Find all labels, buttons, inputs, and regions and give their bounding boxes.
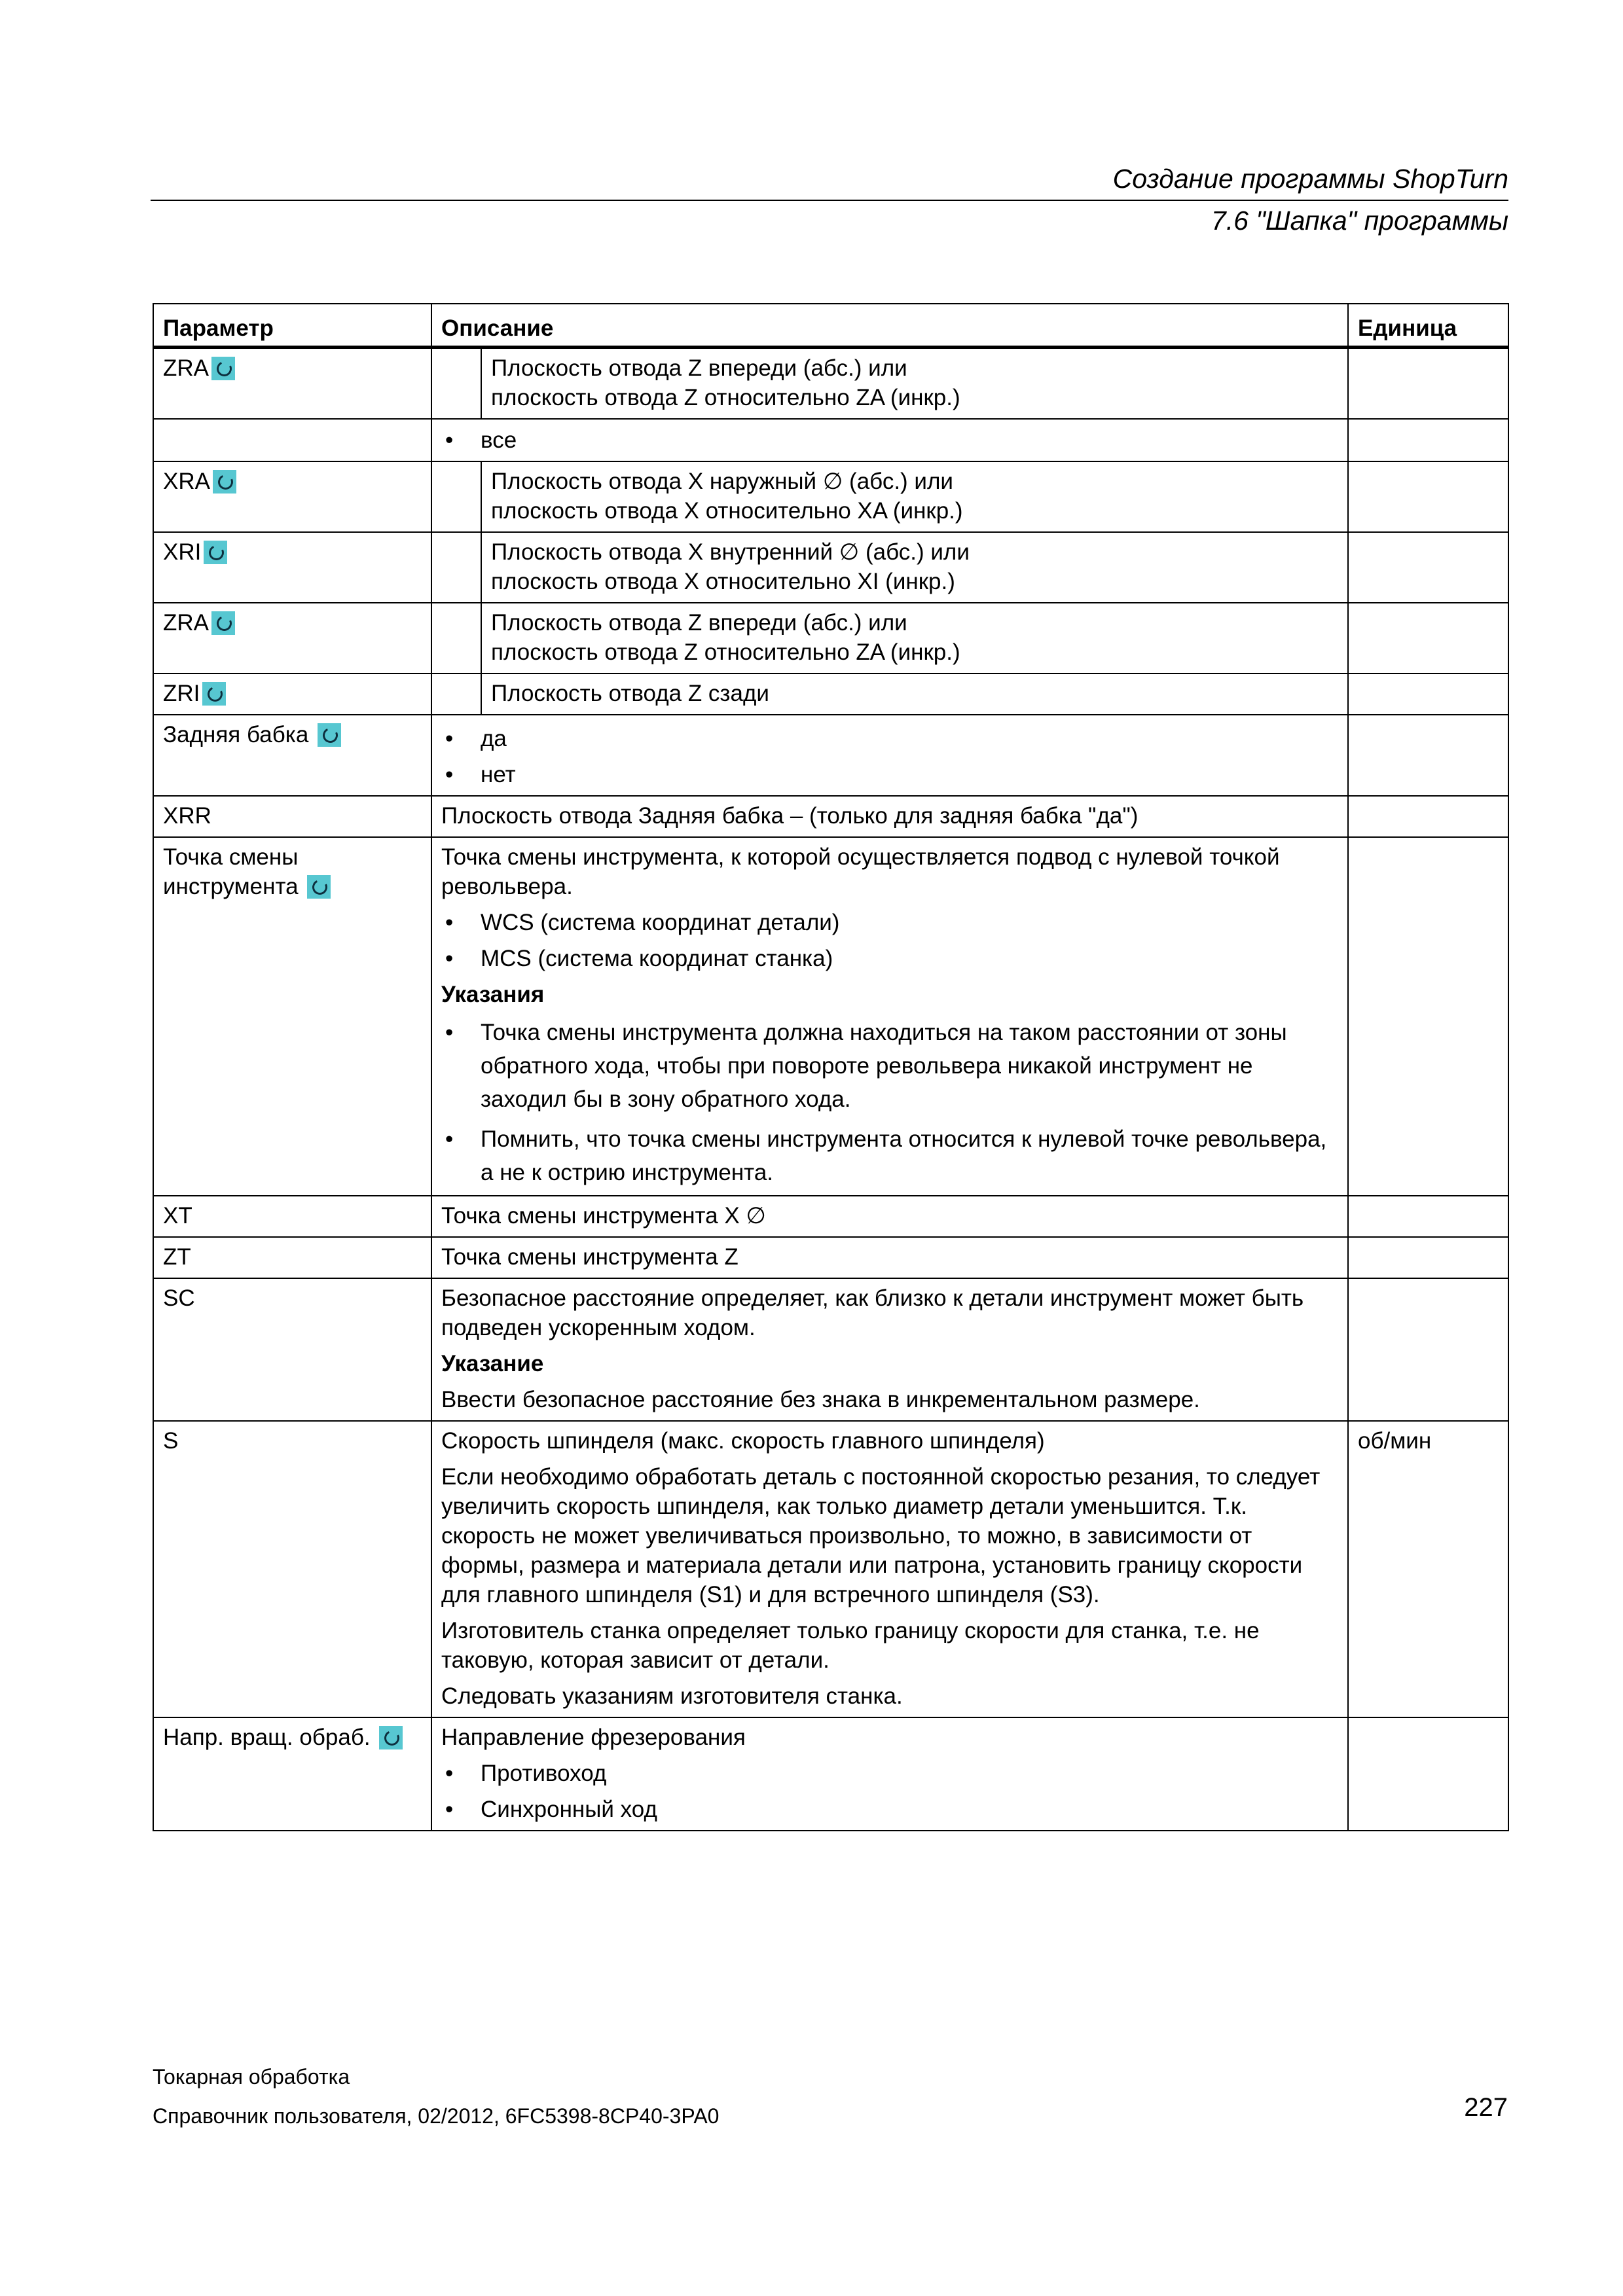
note-text: Ввести безопасное расстояние без знака в инкрементальном размере. — [441, 1387, 1200, 1412]
description-text: Плоскость отвода Z сзади — [491, 681, 769, 706]
toggle-icon[interactable] — [211, 357, 235, 380]
description-cell — [431, 837, 1348, 1196]
param-cell: SC — [153, 1278, 431, 1421]
bullet-item: • нет — [441, 760, 1338, 789]
description-line: Плоскость отвода X внутренний ∅ (абс.) или — [491, 539, 970, 565]
footer-book-title: Токарная обработка — [153, 2065, 350, 2089]
description-line: плоскость отвода X относительно XA (инкр.) — [491, 498, 963, 524]
description-line: Плоскость отвода Z впереди (абс.) или — [491, 355, 907, 381]
table-row — [153, 532, 1508, 603]
param-cell — [153, 837, 431, 1196]
description-cell — [431, 532, 1348, 603]
table-header-row — [153, 304, 1508, 348]
description-line: Плоскость отвода Z впереди (абс.) или — [491, 610, 907, 636]
table-row — [153, 673, 1508, 715]
description-cell — [431, 1421, 1348, 1717]
param-name: инструмента — [163, 874, 299, 899]
param-name: XRA — [163, 469, 210, 494]
table-row — [153, 1421, 1508, 1717]
description-text: Следовать указаниям изготовителя станка. — [441, 1683, 903, 1709]
page-number: 227 — [1464, 2093, 1508, 2122]
param-cell — [153, 461, 431, 532]
indent-cell — [432, 674, 482, 714]
toggle-icon[interactable] — [204, 541, 227, 564]
bullet-item: • Синхронный ход — [441, 1795, 1338, 1824]
description-cell — [431, 1717, 1348, 1831]
bullet-item: • все — [441, 425, 1338, 455]
indent-cell — [432, 603, 482, 673]
toggle-icon[interactable] — [202, 682, 226, 706]
param-cell — [153, 1717, 431, 1831]
table-row — [153, 1196, 1508, 1237]
header-rule — [151, 200, 1508, 201]
toggle-icon[interactable] — [307, 875, 331, 899]
toggle-icon[interactable] — [379, 1726, 403, 1749]
param-cell — [153, 532, 431, 603]
description-cell: Плоскость отвода Задняя бабка – (только для задняя бабка "да") — [431, 796, 1348, 837]
unit-cell — [1348, 461, 1508, 532]
table-row — [153, 796, 1508, 837]
column-header-description: Описание — [431, 304, 1348, 348]
param-name: Напр. вращ. обраб. — [163, 1725, 371, 1750]
indent-cell — [432, 349, 482, 418]
unit-cell — [1348, 603, 1508, 673]
section-title: 7.6 "Шапка" программы — [1211, 206, 1508, 236]
param-cell — [153, 673, 431, 715]
description-cell: Точка смены инструмента X ∅ — [431, 1196, 1348, 1237]
description-text: Скорость шпинделя (макс. скорость главного шпинделя) — [441, 1428, 1045, 1454]
parameter-table — [153, 303, 1509, 1831]
param-cell — [153, 603, 431, 673]
toggle-icon[interactable] — [211, 611, 235, 635]
note-heading: Указание — [441, 1351, 544, 1376]
description-cell — [431, 1278, 1348, 1421]
unit-cell: об/мин — [1348, 1421, 1508, 1717]
param-name: Задняя бабка — [163, 722, 309, 747]
param-name: XRI — [163, 539, 202, 565]
unit-cell — [1348, 673, 1508, 715]
unit-cell — [1348, 1278, 1508, 1421]
bullet-item: • да — [441, 724, 1338, 753]
description-text: Если необходимо обработать деталь с постоянной скоростью резания, то следует увеличить скорость шпинделя, как только диаметр детали уменьшится. Т.к. скорость не может увеличиваться произвольно, то можно, в зависимости от формы, размера и материала детали или патрона, установить границу скорости для главного шпинделя (S1) и для встречного шпинделя (S3). — [441, 1464, 1321, 1607]
unit-cell — [1348, 532, 1508, 603]
note-item: • Точка смены инструмента должна находиться на таком расстоянии от зоны обратного хода, чтобы при повороте револьвера никакой инструмент не заходил бы в зону обратного хода. — [441, 1016, 1338, 1116]
param-name: Точка смены — [163, 844, 299, 870]
table-row — [153, 461, 1508, 532]
description-text: Изготовитель станка определяет только границу скорости для станка, т.е. не таковую, которая зависит от детали. — [441, 1618, 1260, 1673]
table-row — [153, 837, 1508, 1196]
table-row — [153, 348, 1508, 420]
description-cell: Точка смены инструмента Z — [431, 1237, 1348, 1278]
description-cell — [431, 673, 1348, 715]
bullet-item: • MCS (система координат станка) — [441, 944, 1338, 973]
description-line: плоскость отвода Z относительно ZA (инкр.) — [491, 639, 960, 665]
param-cell — [153, 348, 431, 420]
table-row — [153, 715, 1508, 796]
param-cell: S — [153, 1421, 431, 1717]
table-row — [153, 1278, 1508, 1421]
param-cell: XT — [153, 1196, 431, 1237]
bullet-item: • Противоход — [441, 1759, 1338, 1788]
description-text: Безопасное расстояние определяет, как близко к детали инструмент может быть подведен ускоренным ходом. — [441, 1285, 1304, 1340]
table-row — [153, 603, 1508, 673]
description-cell — [431, 461, 1348, 532]
description-cell — [431, 603, 1348, 673]
description-text: Направление фрезерования — [441, 1725, 746, 1750]
description-cell — [431, 348, 1348, 420]
indent-cell — [432, 462, 482, 531]
description-line: Плоскость отвода X наружный ∅ (абс.) или — [491, 469, 953, 494]
notes-heading: Указания — [441, 982, 545, 1007]
indent-cell — [432, 533, 482, 602]
unit-cell — [1348, 1237, 1508, 1278]
note-item: • Помнить, что точка смены инструмента относится к нулевой точке револьвера, а не к острию инструмента. — [441, 1122, 1338, 1189]
table-row — [153, 1717, 1508, 1831]
unit-cell — [1348, 796, 1508, 837]
table-row — [153, 1237, 1508, 1278]
unit-cell — [1348, 1717, 1508, 1831]
column-header-parameter: Параметр — [153, 304, 431, 348]
description-line: плоскость отвода X относительно XI (инкр.) — [491, 569, 955, 594]
footer-manual-info: Справочник пользователя, 02/2012, 6FC5398-8CP40-3PA0 — [153, 2104, 720, 2128]
unit-cell — [1348, 837, 1508, 1196]
bullet-item: • WCS (система координат детали) — [441, 908, 1338, 937]
unit-cell — [1348, 419, 1508, 461]
param-name: ZRA — [163, 355, 209, 381]
param-cell: XRR — [153, 796, 431, 837]
description-line: плоскость отвода Z относительно ZA (инкр.) — [491, 385, 960, 410]
param-cell — [153, 419, 431, 461]
param-name: ZRA — [163, 610, 209, 636]
unit-cell — [1348, 348, 1508, 420]
table-row — [153, 419, 1508, 461]
param-cell: ZT — [153, 1237, 431, 1278]
column-header-unit: Единица — [1348, 304, 1508, 348]
toggle-icon[interactable] — [318, 723, 341, 747]
unit-cell — [1348, 1196, 1508, 1237]
unit-cell — [1348, 715, 1508, 796]
param-name: ZRI — [163, 681, 200, 706]
chapter-title: Создание программы ShopTurn — [1112, 164, 1508, 194]
param-cell — [153, 715, 431, 796]
description-text: Точка смены инструмента, к которой осуществляется подвод с нулевой точкой револьвера. — [441, 844, 1280, 899]
description-cell — [431, 715, 1348, 796]
description-cell — [431, 419, 1348, 461]
toggle-icon[interactable] — [213, 470, 236, 493]
